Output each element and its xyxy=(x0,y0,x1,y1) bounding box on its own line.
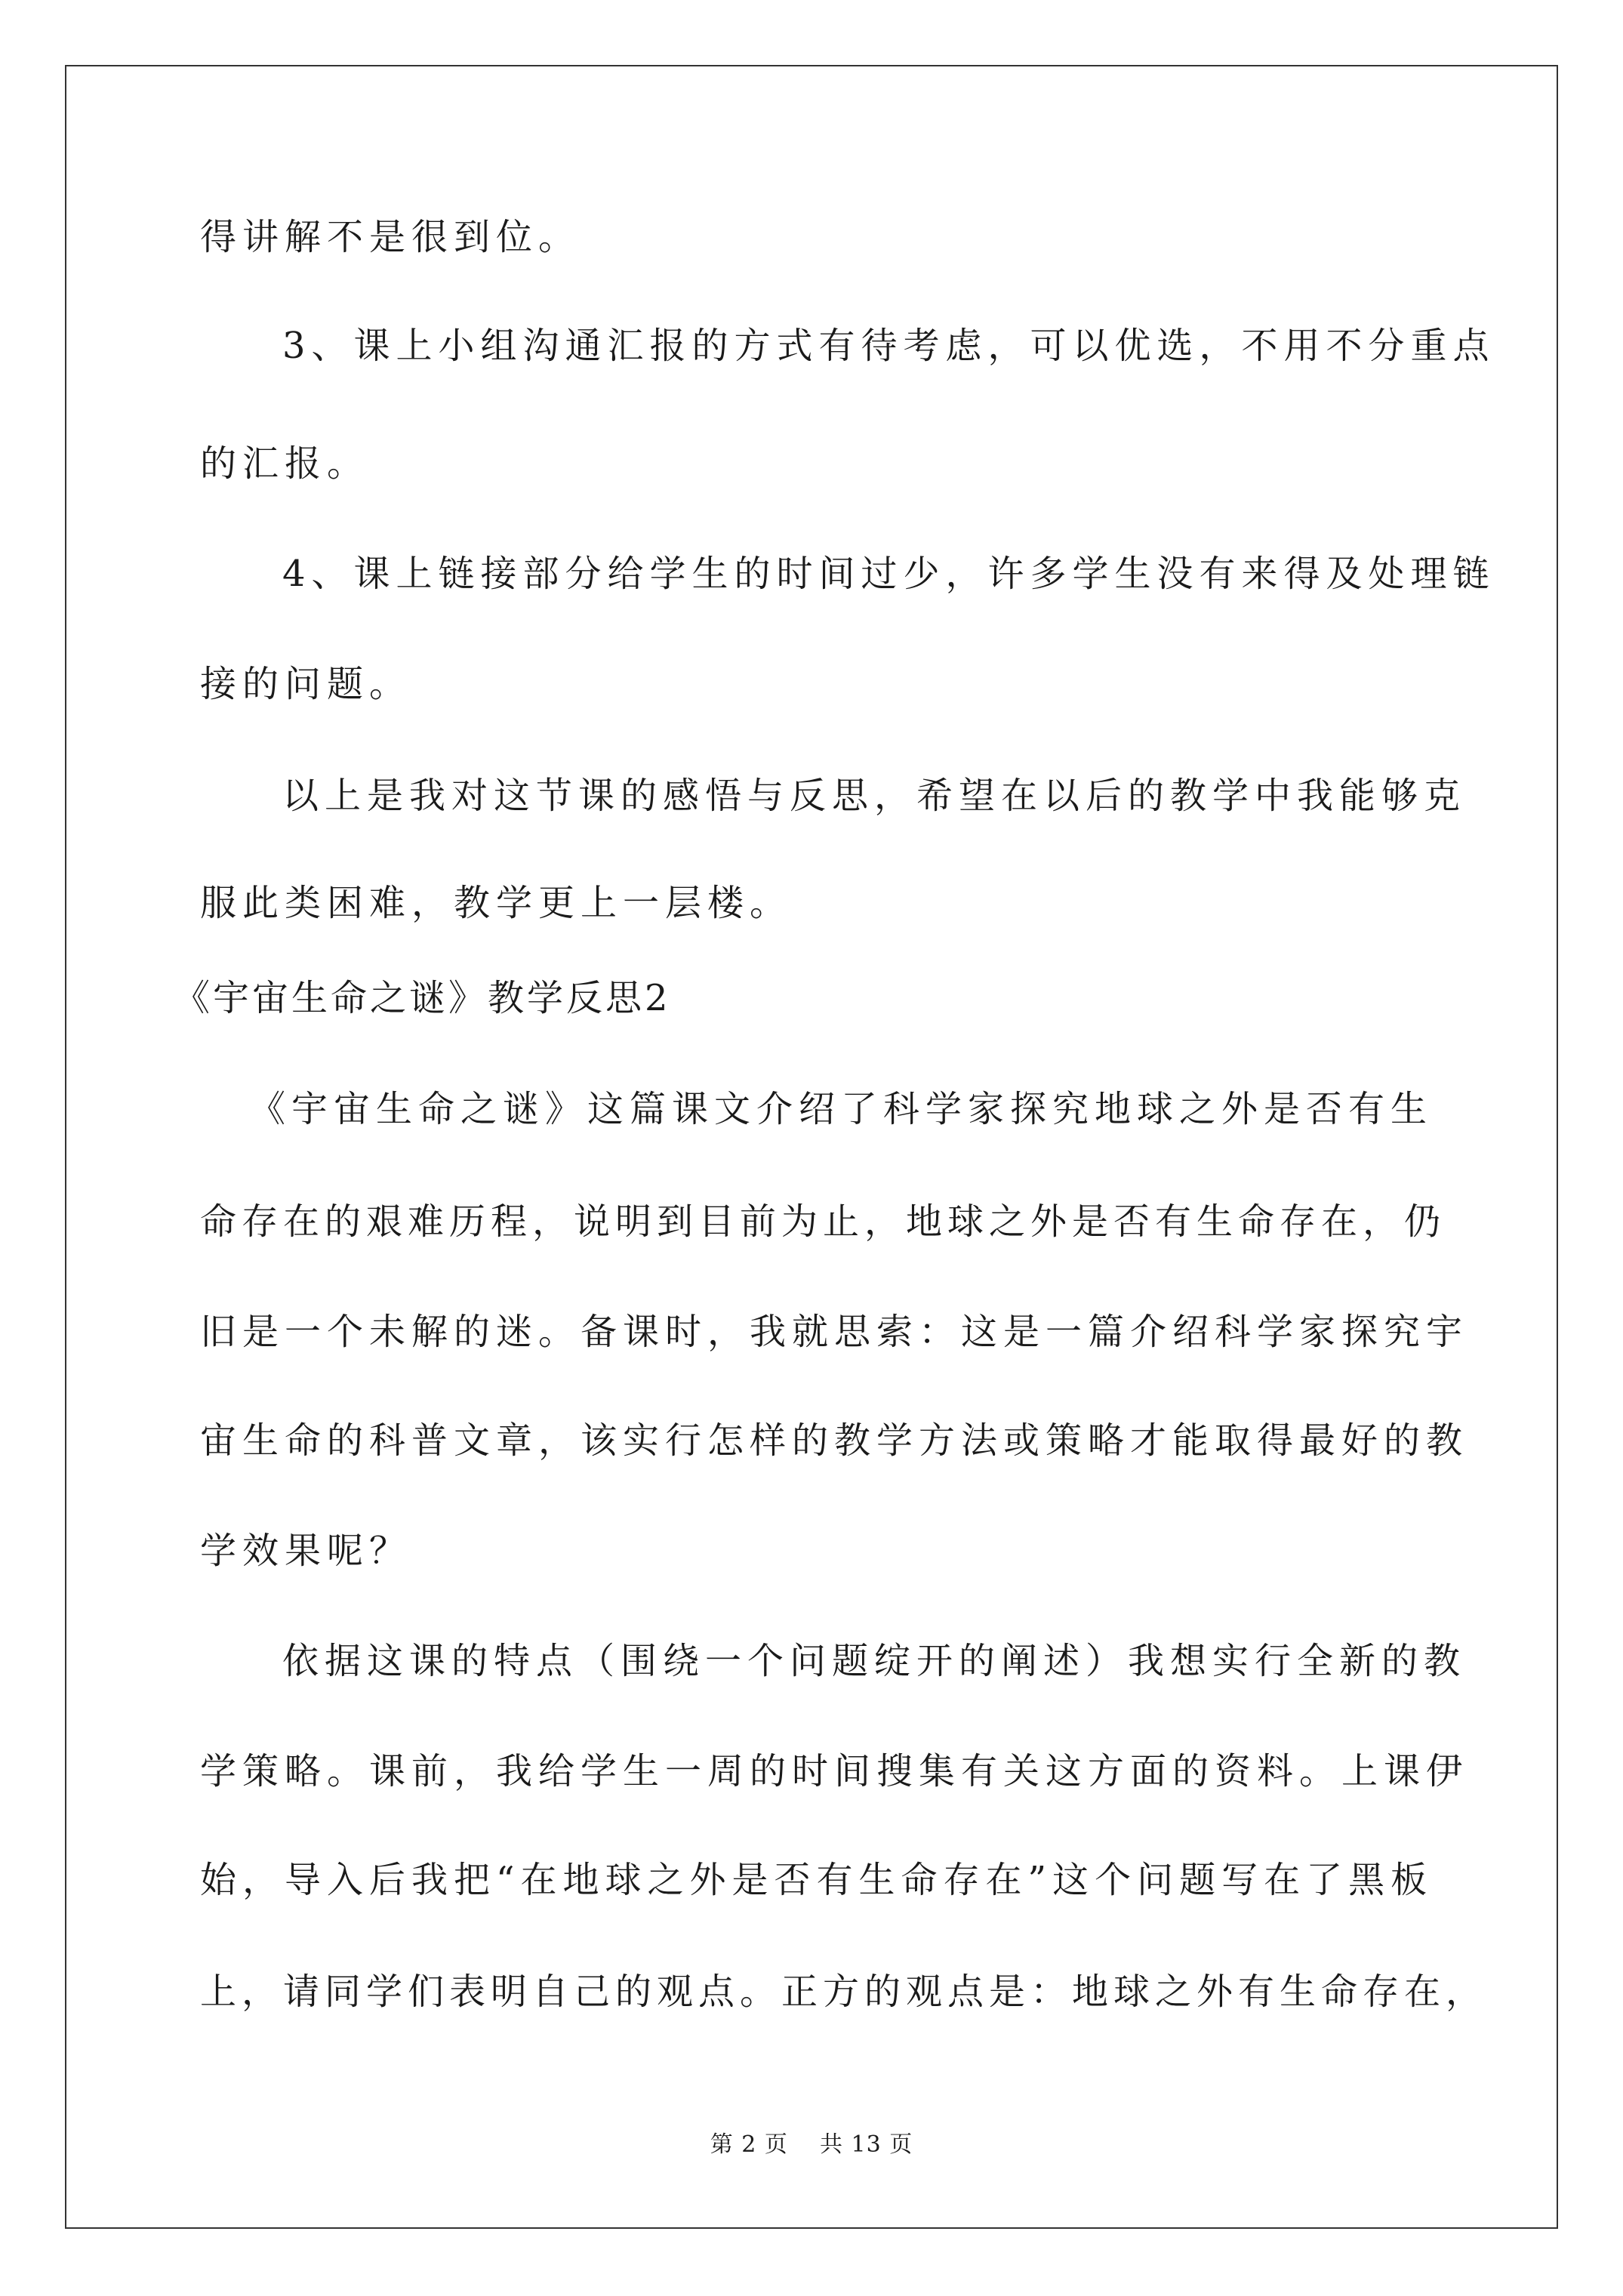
paragraph-line: 得讲解不是很到位。 xyxy=(200,216,581,258)
page-frame xyxy=(65,65,1558,2229)
paragraph-line: 学效果呢？ xyxy=(200,1530,412,1572)
paragraph-line: 宙生命的科普文章，该实行怎样的教学方法或策略才能取得最好的教 xyxy=(200,1419,1469,1462)
paragraph-line: 命存在的艰难历程，说明到目前为止，地球之外是否有生命存在，仍 xyxy=(200,1200,1446,1243)
paragraph-line: 的汇报。 xyxy=(200,442,370,485)
paragraph-line: 《宇宙生命之谜》这篇课文介绍了科学家探究地球之外是否有生 xyxy=(249,1088,1434,1130)
paragraph-line: 上，请同学们表明自己的观点。正方的观点是：地球之外有生命存在， xyxy=(200,1971,1488,2013)
paragraph-line: 接的问题。 xyxy=(200,663,412,705)
paragraph-line: 以上是我对这节课的感悟与反思，希望在以后的教学中我能够克 xyxy=(282,775,1467,817)
paragraph-line: 旧是一个未解的迷。备课时，我就思索：这是一篇介绍科学家探究宇 xyxy=(200,1311,1469,1353)
page-number: 第 2 页 共 13 页 xyxy=(710,2131,913,2158)
paragraph-line: 服此类困难，教学更上一层楼。 xyxy=(200,882,793,924)
section-heading: 《宇宙生命之谜》教学反思2 xyxy=(174,977,671,1019)
paragraph-line: 3、课上小组沟通汇报的方式有待考虑，可以优选，不用不分重点 xyxy=(282,325,1495,367)
paragraph-line: 依据这课的特点（围绕一个问题绽开的阐述）我想实行全新的教 xyxy=(282,1640,1467,1682)
paragraph-line: 始，导入后我把“在地球之外是否有生命存在”这个问题写在了黑板 xyxy=(200,1859,1434,1901)
paragraph-line: 学策略。课前，我给学生一周的时间搜集有关这方面的资料。上课伊 xyxy=(200,1750,1469,1792)
paragraph-line: 4、课上链接部分给学生的时间过少，许多学生没有来得及处理链 xyxy=(282,553,1495,595)
